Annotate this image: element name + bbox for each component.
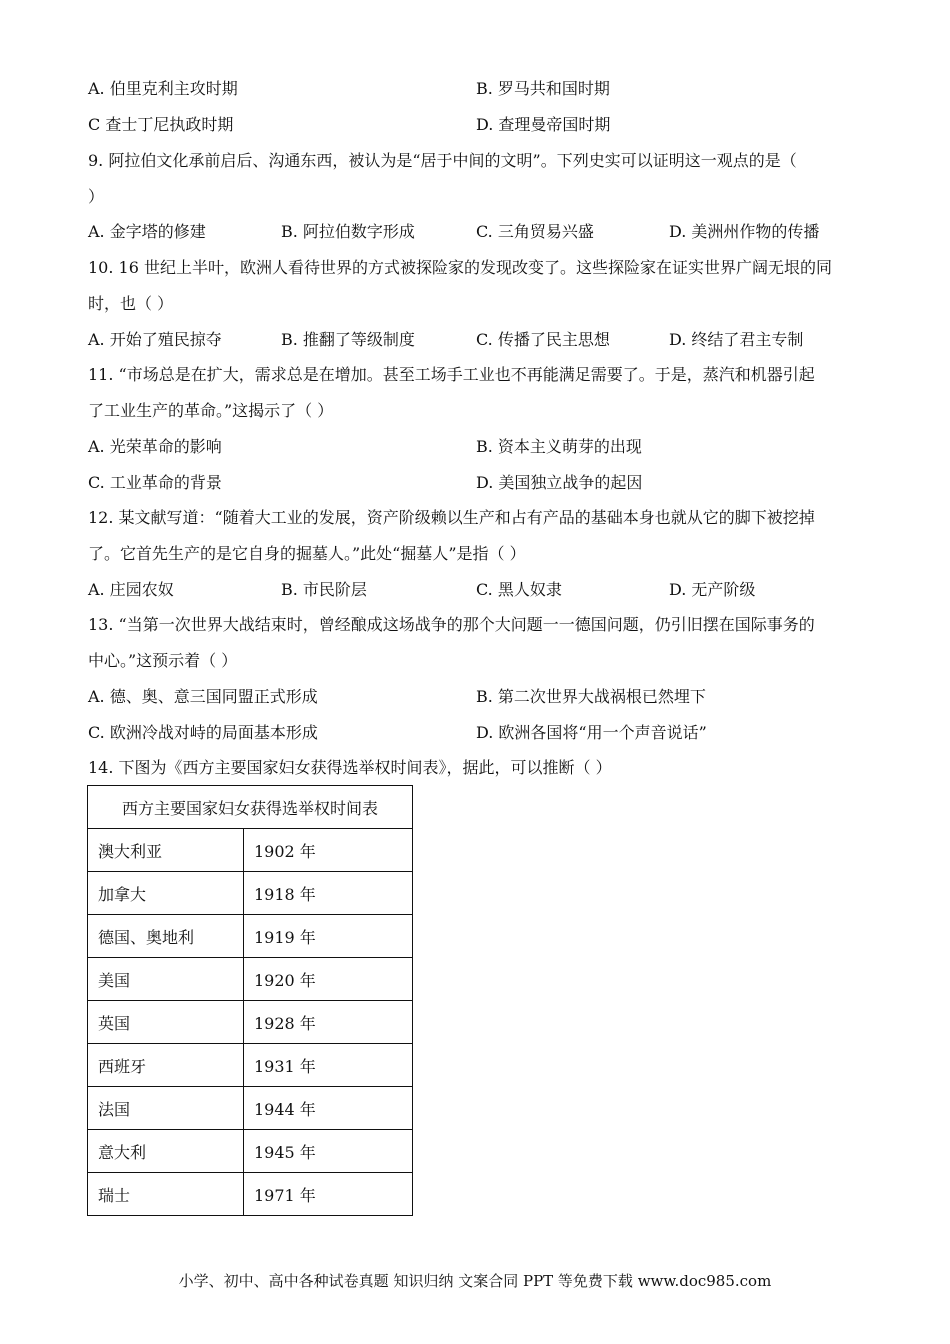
q9-option-a: A. 金字塔的修建 — [88, 222, 206, 241]
year-cell: 1944 年 — [244, 1087, 413, 1130]
q11-stem-line2: 了工业生产的革命。”这揭示了（ ） — [88, 401, 334, 420]
q13-option-b: B. 第二次世界大战祸根已然埋下 — [476, 687, 706, 706]
year-cell: 1928 年 — [244, 1001, 413, 1044]
q13-stem-line2: 中心。”这预示着（ ） — [88, 651, 238, 670]
q9-stem-line1: 9. 阿拉伯文化承前启后、沟通东西，被认为是“居于中间的文明”。下列史实可以证明这一观点的是（ — [88, 151, 797, 170]
year-cell: 1931 年 — [244, 1044, 413, 1087]
table-row — [88, 1173, 413, 1216]
country-cell: 意大利 — [88, 1130, 244, 1173]
table-row — [88, 872, 413, 915]
q10-option-d: D. 终结了君主专制 — [669, 330, 804, 349]
table-row — [88, 958, 413, 1001]
q12-stem-line1: 12. 某文献写道：“随着大工业的发展，资产阶级赖以生产和占有产品的基础本身也就从它的脚下被挖掉 — [88, 508, 815, 527]
table-title: 西方主要国家妇女获得选举权时间表 — [88, 786, 413, 829]
q9-option-c: C. 三角贸易兴盛 — [476, 222, 594, 241]
table-row — [88, 1044, 413, 1087]
q8-option-d: D. 查理曼帝国时期 — [476, 115, 611, 134]
country-cell: 瑞士 — [88, 1173, 244, 1216]
q14-stem: 14. 下图为《西方主要国家妇女获得选举权时间表》，据此，可以推断（ ） — [88, 758, 612, 777]
year-cell: 1918 年 — [244, 872, 413, 915]
country-cell: 德国、奥地利 — [88, 915, 244, 958]
q11-option-d: D. 美国独立战争的起因 — [476, 473, 643, 492]
q12-option-c: C. 黑人奴隶 — [476, 580, 562, 599]
country-cell: 西班牙 — [88, 1044, 244, 1087]
q11-option-b: B. 资本主义萌芽的出现 — [476, 437, 642, 456]
q12-option-b: B. 市民阶层 — [281, 580, 367, 599]
country-cell: 法国 — [88, 1087, 244, 1130]
year-cell: 1945 年 — [244, 1130, 413, 1173]
country-cell: 美国 — [88, 958, 244, 1001]
q11-option-c: C. 工业革命的背景 — [88, 473, 222, 492]
q10-option-c: C. 传播了民主思想 — [476, 330, 610, 349]
q10-option-b: B. 推翻了等级制度 — [281, 330, 415, 349]
q13-stem-line1: 13. “当第一次世界大战结束时，曾经酿成这场战争的那个大问题一一德国问题，仍引旧摆在国际事务的 — [88, 615, 815, 634]
q10-stem-line1: 10. 16 世纪上半叶，欧洲人看待世界的方式被探险家的发现改变了。这些探险家在证实世界广阔无垠的同 — [88, 258, 832, 277]
q10-option-a: A. 开始了殖民掠夺 — [88, 330, 222, 349]
q11-option-a: A. 光荣革命的影响 — [88, 437, 222, 456]
year-cell: 1919 年 — [244, 915, 413, 958]
q8-option-c: C 查士丁尼执政时期 — [88, 115, 234, 134]
suffrage-table — [87, 785, 413, 1216]
country-cell: 英国 — [88, 1001, 244, 1044]
q9-stem-line2: ） — [88, 187, 105, 206]
page-footer: 小学、初中、高中各种试卷真题 知识归纳 文案合同 PPT 等免费下载 www.doc985.com — [178, 1272, 772, 1290]
year-cell: 1902 年 — [244, 829, 413, 872]
country-cell: 加拿大 — [88, 872, 244, 915]
year-cell: 1920 年 — [244, 958, 413, 1001]
q8-option-b: B. 罗马共和国时期 — [476, 79, 610, 98]
q13-option-c: C. 欧洲冷战对峙的局面基本形成 — [88, 723, 318, 742]
table-row — [88, 915, 413, 958]
q9-option-b: B. 阿拉伯数字形成 — [281, 222, 415, 241]
q13-option-a: A. 德、奥、意三国同盟正式形成 — [88, 687, 318, 706]
country-cell: 澳大利亚 — [88, 829, 244, 872]
year-cell: 1971 年 — [244, 1173, 413, 1216]
table-header-row — [88, 786, 413, 829]
table-row — [88, 1001, 413, 1044]
q11-stem-line1: 11. “市场总是在扩大，需求总是在增加。甚至工场手工业也不再能满足需要了。于是，蒸汽和机器引起 — [88, 365, 815, 384]
q12-stem-line2: 了。它首先生产的是它自身的掘墓人。”此处“掘墓人”是指（ ） — [88, 544, 526, 563]
q9-option-d: D. 美洲州作物的传播 — [669, 222, 820, 241]
q8-option-a: A. 伯里克利主攻时期 — [88, 79, 238, 98]
table-row — [88, 829, 413, 872]
table-row — [88, 1087, 413, 1130]
q13-option-d: D. 欧洲各国将“用一个声音说话” — [476, 723, 707, 742]
q12-option-d: D. 无产阶级 — [669, 580, 756, 599]
q10-stem-line2: 时，也（ ） — [88, 294, 174, 313]
q12-option-a: A. 庄园农奴 — [88, 580, 174, 599]
table-row — [88, 1130, 413, 1173]
